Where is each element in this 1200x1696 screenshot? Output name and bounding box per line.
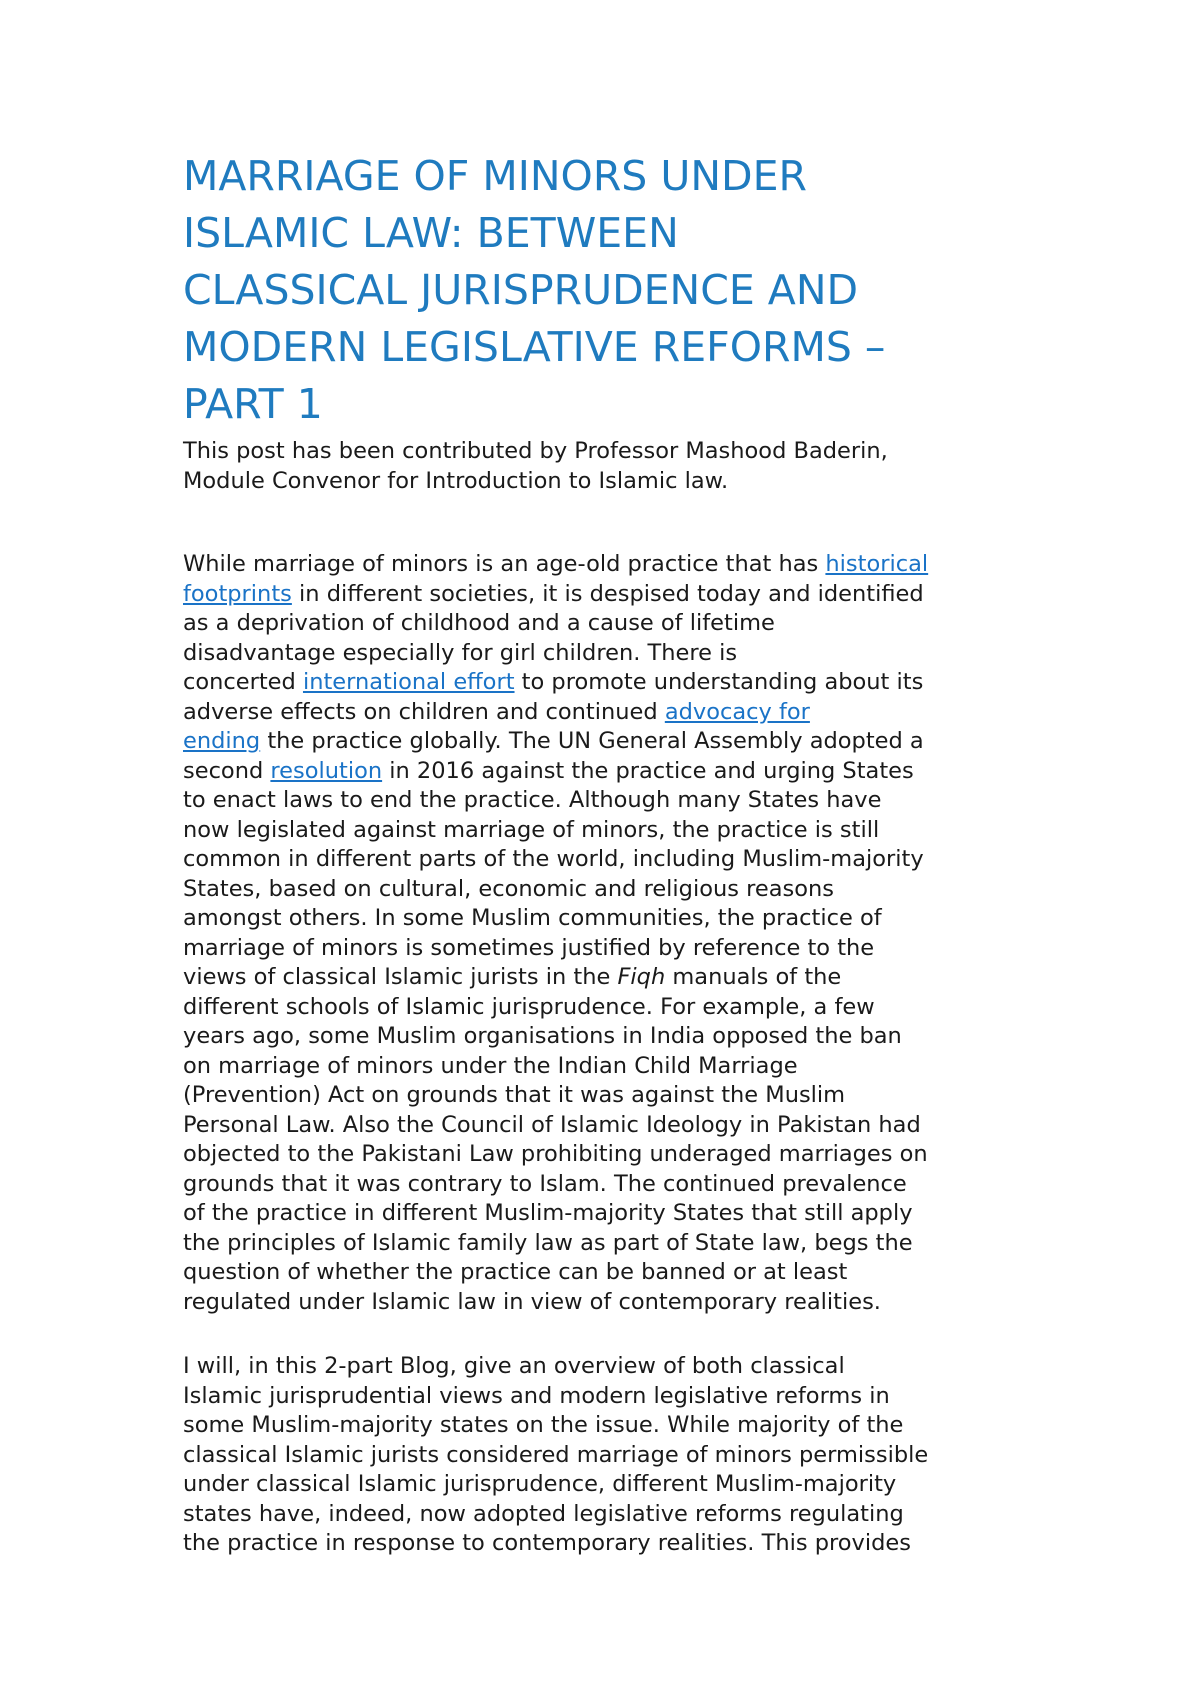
text-line: While marriage of minors is an age-old practice that has historical — [183, 551, 929, 577]
text-line: as a deprivation of childhood and a cause of lifetime — [183, 610, 775, 636]
text-line: question of whether the practice can be banned or at least — [183, 1259, 848, 1285]
text-line: disadvantage especially for girl children. There is — [183, 639, 738, 666]
text-line: the principles of Islamic family law as part of State law, begs the — [183, 1229, 913, 1256]
text-line: second resolution in 2016 against the practice and urging States — [183, 757, 914, 784]
text-line: years ago, some Muslim organisations in India opposed the ban — [183, 1023, 902, 1049]
text-line: regulated under Islamic law in view of contemporary realities. — [183, 1288, 881, 1315]
text-line: under classical Islamic jurisprudence, different Muslim-majority — [183, 1471, 897, 1497]
text-line: classical Islamic jurists considered marriage of minors permissible — [183, 1441, 929, 1468]
text-line: to enact laws to end the practice. Although many States have — [183, 787, 882, 813]
text-line: I will, in this 2-part Blog, give an overview of both classical — [183, 1353, 845, 1379]
text-line: This post has been contributed by Professor Mashood Baderin, — [183, 438, 888, 464]
text-line: Islamic jurisprudential views and modern legislative reforms in — [183, 1382, 890, 1409]
text-line: concerted international effort to promote understanding about its — [183, 669, 924, 695]
text-line: on marriage of minors under the Indian Child Marriage — [183, 1052, 798, 1079]
advocacy-for-ending-link[interactable]: ending — [183, 728, 261, 754]
historical-footprints-link[interactable]: historical — [825, 551, 929, 577]
historical-footprints-link[interactable]: footprints — [183, 580, 292, 607]
title-line: CLASSICAL JURISPRUDENCE AND — [183, 266, 859, 314]
international-effort-link[interactable]: international effort — [302, 669, 515, 695]
text-line: States, based on cultural, economic and religious reasons — [183, 875, 834, 902]
text-line: grounds that it was contrary to Islam. The continued prevalence — [183, 1170, 907, 1197]
text-line: amongst others. In some Muslim communities, the practice of — [183, 905, 882, 931]
resolution-link[interactable]: resolution — [270, 757, 383, 784]
text-line: ending the practice globally. The UN General Assembly adopted a — [183, 728, 924, 754]
title-line: MARRIAGE OF MINORS UNDER — [183, 152, 808, 200]
text-line: the practice in response to contemporary realities. This provides — [183, 1530, 911, 1556]
contributor-note — [183, 437, 1063, 496]
body-paragraph-1 — [183, 550, 1063, 1317]
text-line: different schools of Islamic jurisprudence. For example, a few — [183, 993, 875, 1020]
text-line: now legislated against marriage of minors, the practice is still — [183, 816, 880, 843]
text-line: common in different parts of the world, including Muslim-majority — [183, 846, 924, 872]
text-line: Module Convenor for Introduction to Islamic law. — [183, 467, 729, 494]
text-line: of the practice in different Muslim-majority States that still apply — [183, 1200, 913, 1226]
text-line: adverse effects on children and continued advocacy for — [183, 698, 810, 725]
text-line: Personal Law. Also the Council of Islamic Ideology in Pakistan had — [183, 1111, 921, 1138]
fiqh-term: Fiqh — [617, 964, 666, 990]
text-line: marriage of minors is sometimes justified by reference to the — [183, 934, 875, 961]
text-line: states have, indeed, now adopted legislative reforms regulating — [183, 1500, 904, 1527]
advocacy-for-ending-link[interactable]: advocacy for — [664, 698, 810, 725]
body-paragraph-2 — [183, 1352, 1063, 1559]
text-line: some Muslim-majority states on the issue. While majority of the — [183, 1412, 904, 1438]
text-line: (Prevention) Act on grounds that it was against the Muslim — [183, 1082, 846, 1108]
text-line: objected to the Pakistani Law prohibiting underaged marriages on — [183, 1141, 928, 1167]
title-line: ISLAMIC LAW: BETWEEN — [183, 209, 679, 257]
title-line: PART 1 — [183, 380, 323, 428]
text-line: footprints in different societies, it is despised today and identified — [183, 580, 924, 607]
title-line: MODERN LEGISLATIVE REFORMS – — [183, 323, 886, 371]
text-line: views of classical Islamic jurists in the Fiqh manuals of the — [183, 964, 842, 990]
article-title — [183, 148, 1063, 433]
